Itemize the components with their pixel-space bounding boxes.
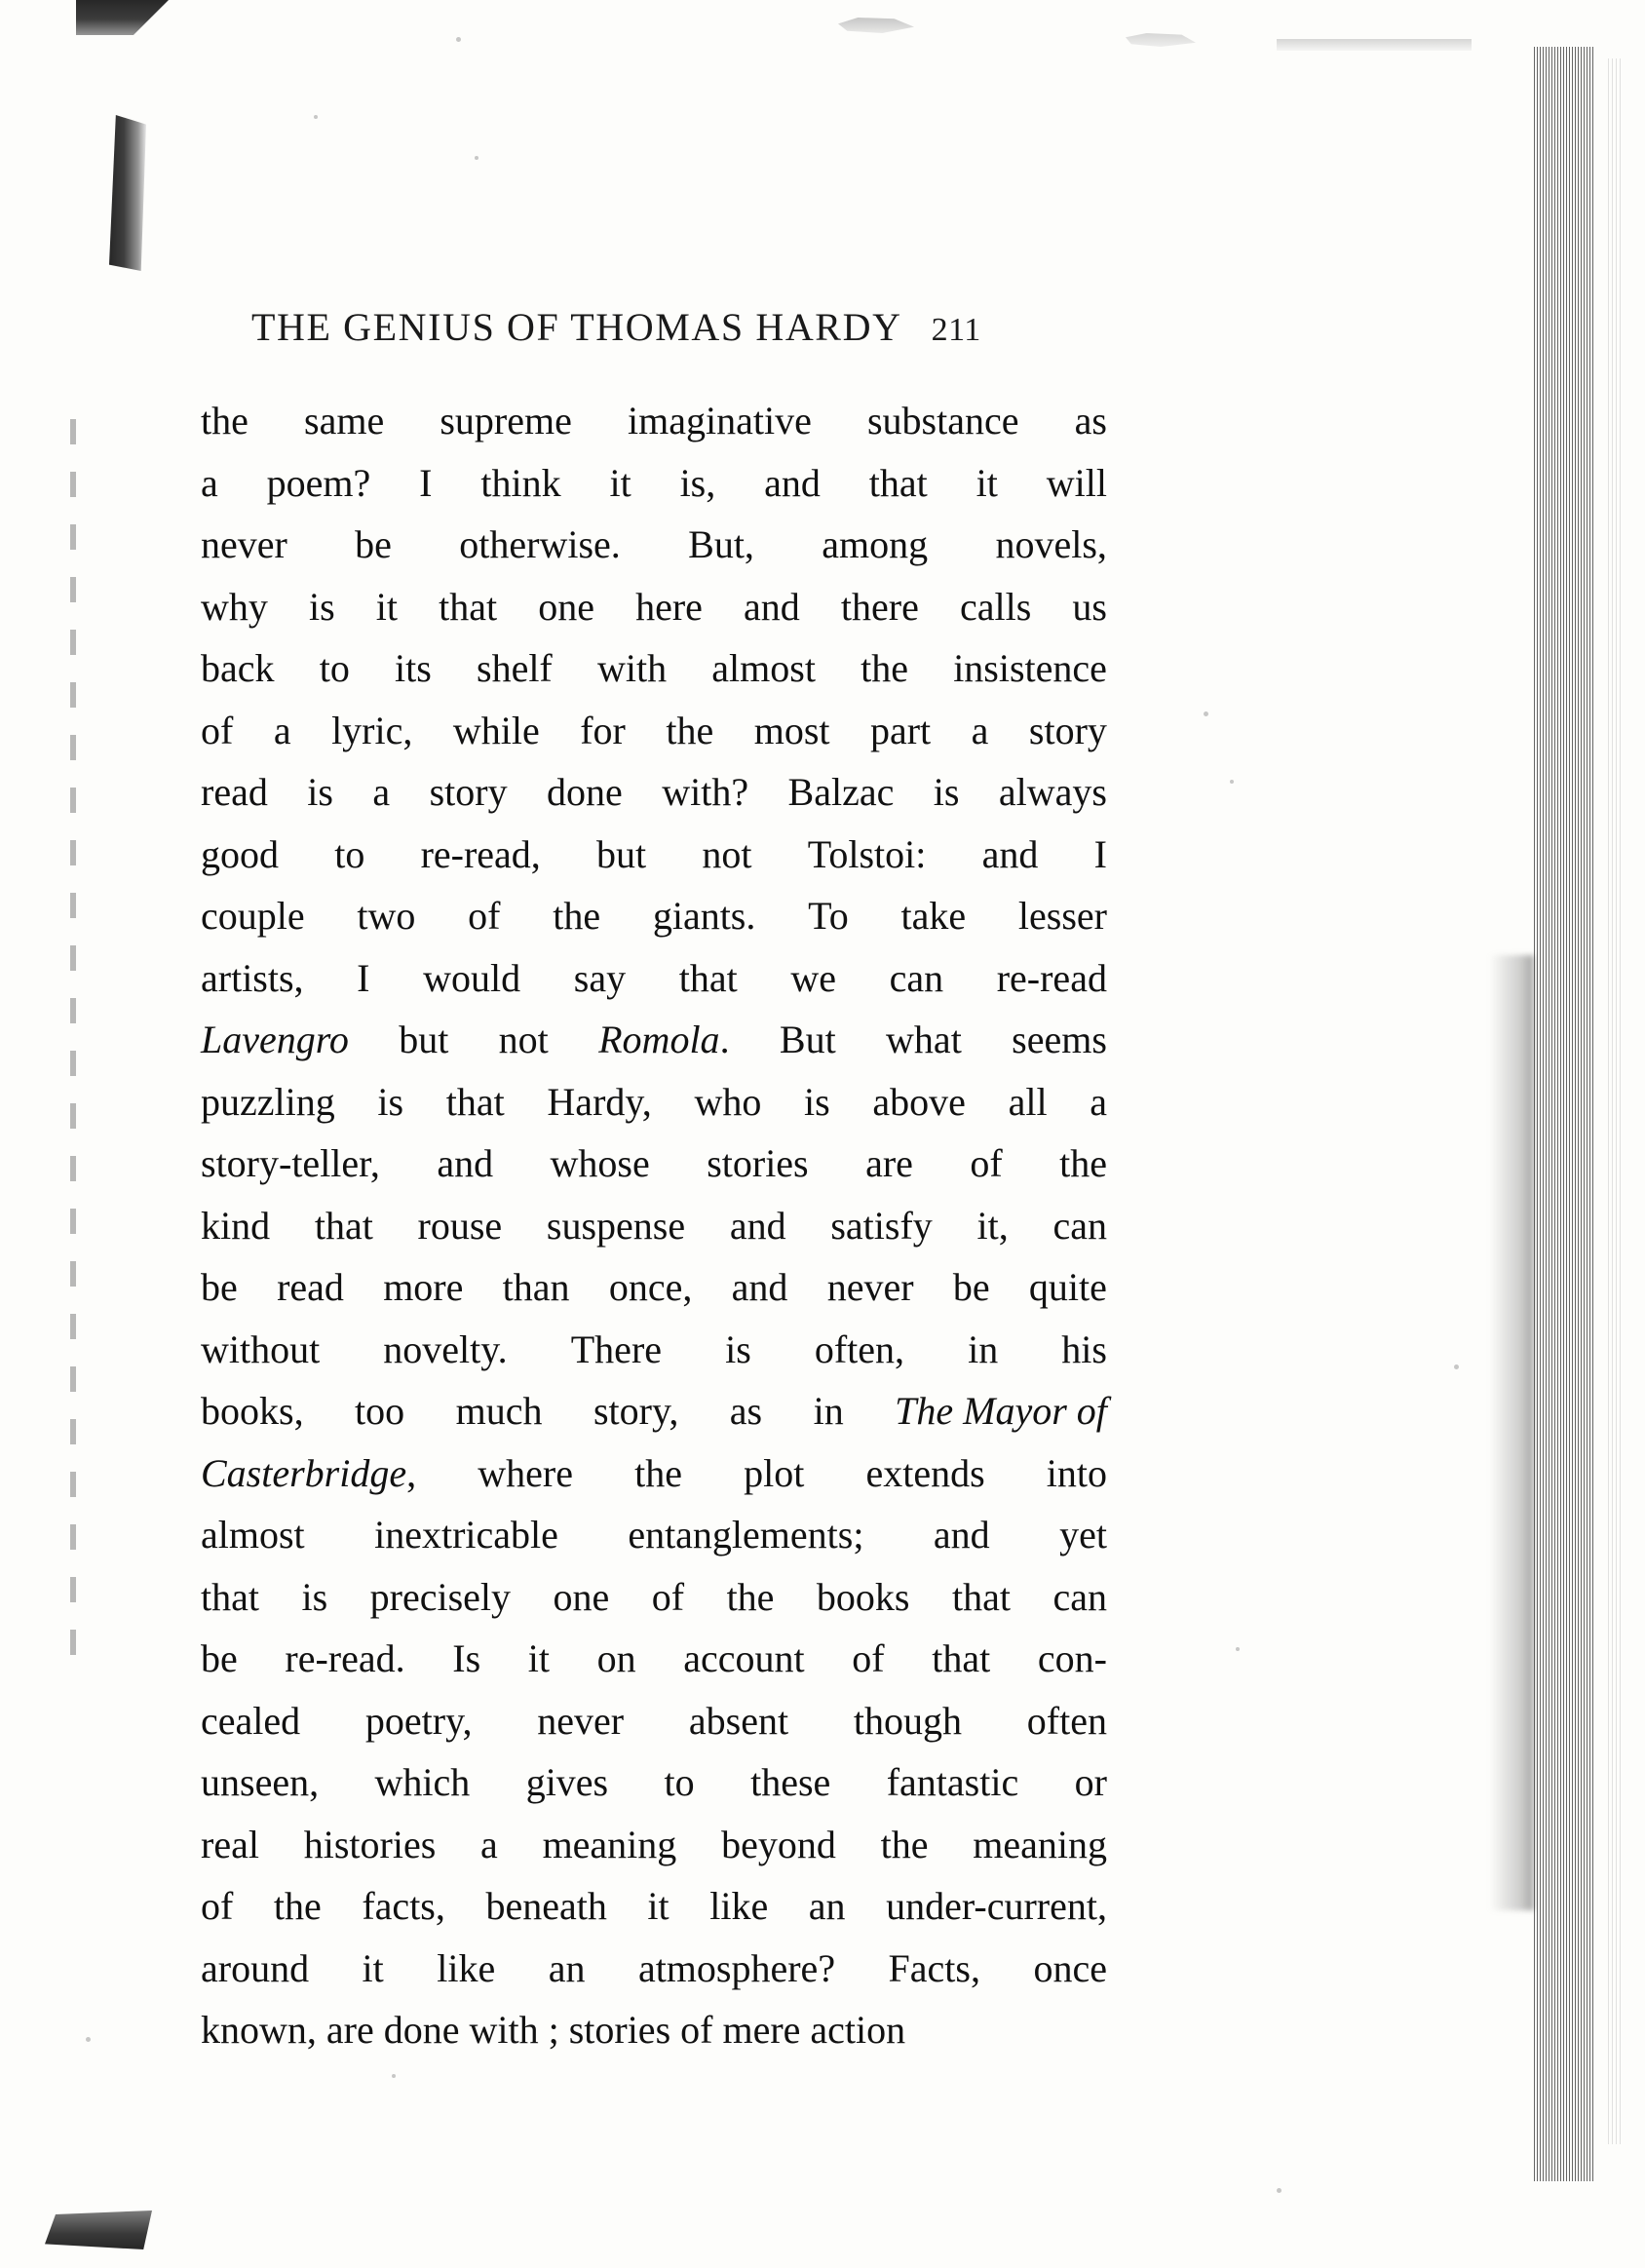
text-line: cealed poetry, never absent though often: [201, 1698, 1107, 1743]
text-line: artists, I would say that we can re-read: [201, 955, 1107, 1000]
paper-speck: [314, 115, 318, 119]
paper-speck: [1204, 711, 1208, 716]
running-head-title: THE GENIUS OF THOMAS HARDY: [251, 305, 902, 349]
scan-artifact-gutter-shadow: [1489, 955, 1534, 1910]
scan-artifact-smudge-c: [1277, 39, 1472, 51]
text-line: read is a story done with? Balzac is always: [201, 770, 1107, 814]
text-line: kind that rouse suspense and satisfy it, can: [201, 1203, 1107, 1248]
text-line: Casterbridge, where the plot extends into: [201, 1450, 1107, 1495]
scan-artifact-bottom-left: [45, 2210, 152, 2249]
text-line: of a lyric, while for the most part a story: [201, 708, 1107, 752]
text-line: that is precisely one of the books that can: [201, 1574, 1107, 1619]
scan-artifact-left-bar: [109, 115, 146, 271]
paper-speck: [1454, 1365, 1459, 1369]
paper-speck: [1236, 1647, 1240, 1651]
text-line: be re-read. Is it on account of that con-: [201, 1636, 1107, 1680]
text-line: never be otherwise. But, among novels,: [201, 522, 1107, 566]
scan-artifact-top-left: [76, 0, 169, 35]
page-number: 211: [931, 312, 981, 348]
text-line: the same supreme imaginative substance as: [201, 399, 1107, 442]
paper-speck: [1230, 780, 1234, 784]
text-line: unseen, which gives to these fantastic or: [201, 1760, 1107, 1804]
scan-artifact-smudge-a: [838, 18, 914, 33]
paper-speck: [86, 2037, 91, 2042]
scan-artifact-gutter-far: [1608, 58, 1624, 2144]
scan-artifact-left-speckle: [70, 419, 76, 1676]
text-line: of the facts, beneath it like an under-current,: [201, 1884, 1107, 1928]
text-line: real histories a meaning beyond the meaning: [201, 1822, 1107, 1866]
text-line: a poem? I think it is, and that it will: [201, 460, 1107, 505]
text-line: puzzling is that Hardy, who is above all a: [201, 1079, 1107, 1124]
text-line: Lavengro but not Romola. But what seems: [201, 1018, 1107, 1061]
paper-speck: [456, 37, 461, 42]
text-line: be read more than once, and never be quite: [201, 1265, 1107, 1309]
scan-artifact-gutter-lines: [1534, 47, 1594, 2181]
text-line: why is it that one here and there calls us: [201, 584, 1107, 629]
running-head: [251, 304, 1372, 350]
text-line: back to its shelf with almost the insistence: [201, 646, 1107, 690]
text-line: story-teller, and whose stories are of the: [201, 1141, 1107, 1185]
text-line: known, are done with ; stories of mere action: [201, 2008, 906, 2052]
text-line: good to re-read, but not Tolstoi: and I: [201, 831, 1107, 876]
text-line: almost inextricable entanglements; and yet: [201, 1513, 1107, 1557]
text-line: around it like an atmosphere? Facts, once: [201, 1945, 1107, 1990]
paper-speck: [1277, 2188, 1282, 2193]
paragraph: [201, 390, 1107, 2123]
paper-speck: [475, 156, 478, 160]
scan-artifact-smudge-b: [1126, 33, 1196, 47]
text-line: couple two of the giants. To take lesser: [201, 894, 1107, 938]
body-text-block: [201, 390, 1107, 2123]
text-line: without novelty. There is often, in his: [201, 1326, 1107, 1371]
text-line: books, too much story, as in The Mayor of: [201, 1389, 1107, 1433]
